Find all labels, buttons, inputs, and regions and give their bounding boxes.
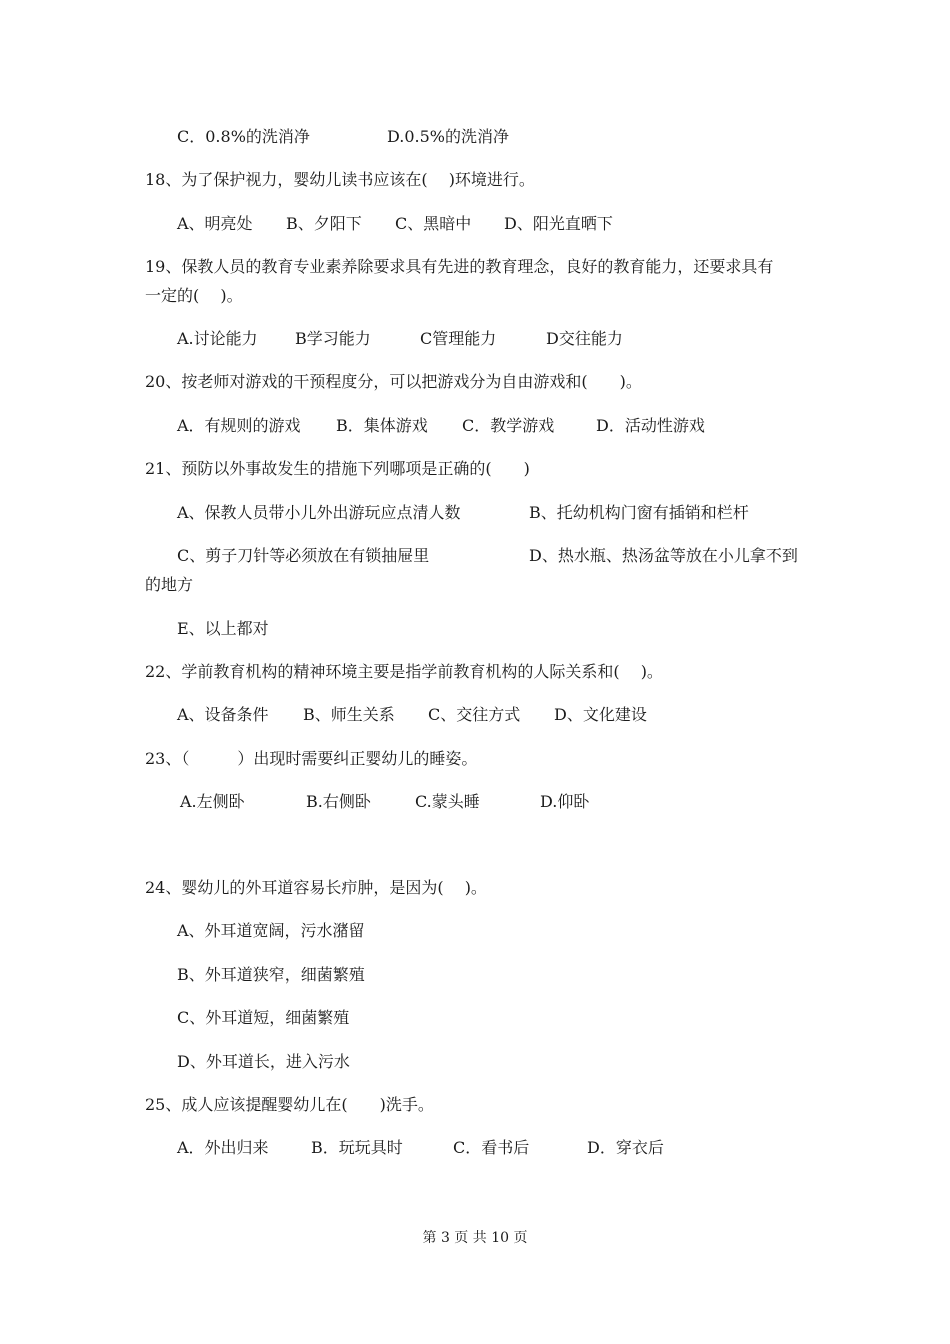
q20-option-b: B．集体游戏 [336, 416, 428, 435]
q23-stem: 23、（ ）出现时需要纠正婴幼儿的睡姿。 [145, 749, 478, 768]
q24-stem: 24、婴幼儿的外耳道容易长疖肿，是因为( )。 [145, 878, 487, 897]
q25-stem: 25、成人应该提醒婴幼儿在( )洗手。 [145, 1095, 434, 1114]
q20-stem: 20、按老师对游戏的干预程度分，可以把游戏分为自由游戏和( )。 [145, 372, 642, 391]
q25-option-b: B．玩玩具时 [311, 1138, 403, 1157]
q17-option-d: D.0.5%的洗消净 [387, 127, 509, 146]
q23-option-d: D.仰卧 [540, 792, 590, 811]
q18-option-d: D、阳光直晒下 [504, 214, 613, 233]
q21-option-a: A、保教人员带小儿外出游玩应点清人数 [177, 503, 461, 522]
q24-option-a: A、外耳道宽阔，污水潴留 [177, 921, 365, 940]
q25-option-a: A．外出归来 [177, 1138, 269, 1157]
q22-option-b: B、师生关系 [303, 705, 395, 724]
q21-stem: 21、预防以外事故发生的措施下列哪项是正确的( ) [145, 459, 530, 478]
q25-option-c: C．看书后 [453, 1138, 530, 1157]
q21-option-d-line1: D、热水瓶、热汤盆等放在小儿拿不到 [529, 546, 798, 565]
q19-option-b: B学习能力 [295, 329, 371, 348]
q23-option-a: A.左侧卧 [180, 792, 245, 811]
q18-stem: 18、为了保护视力，婴幼儿读书应该在( )环境进行。 [145, 170, 535, 189]
q25-option-d: D．穿衣后 [587, 1138, 664, 1157]
q17-option-c: C．0.8%的洗消净 [177, 127, 310, 146]
q19-stem-line2: 一定的( )。 [145, 286, 243, 305]
q20-option-c: C．教学游戏 [462, 416, 555, 435]
q21-option-e: E、以上都对 [177, 619, 269, 638]
q18-option-a: A、明亮处 [177, 214, 253, 233]
q22-option-c: C、交往方式 [428, 705, 521, 724]
q24-option-b: B、外耳道狭窄，细菌繁殖 [177, 965, 365, 984]
q22-stem: 22、学前教育机构的精神环境主要是指学前教育机构的人际关系和( )。 [145, 662, 663, 681]
q24-option-d: D、外耳道长，进入污水 [177, 1052, 350, 1071]
page-footer: 第 3 页 共 10 页 [422, 1230, 528, 1246]
q21-option-b: B、托幼机构门窗有插销和栏杆 [529, 503, 749, 522]
q22-option-a: A、设备条件 [177, 705, 269, 724]
q18-option-c: C、黑暗中 [395, 214, 472, 233]
q21-option-c: C、剪子刀针等必须放在有锁抽屉里 [177, 546, 430, 565]
q23-option-c: C.蒙头睡 [415, 792, 480, 811]
q20-option-d: D．活动性游戏 [596, 416, 705, 435]
q23-option-b: B.右侧卧 [306, 792, 371, 811]
q19-option-d: D交往能力 [546, 329, 623, 348]
q22-option-d: D、文化建设 [554, 705, 647, 724]
q18-option-b: B、夕阳下 [286, 214, 362, 233]
q19-stem-line1: 19、保教人员的教育专业素养除要求具有先进的教育理念，良好的教育能力，还要求具有 [145, 257, 774, 276]
q21-option-d-line2: 的地方 [145, 575, 194, 594]
q24-option-c: C、外耳道短，细菌繁殖 [177, 1008, 350, 1027]
q20-option-a: A．有规则的游戏 [177, 416, 301, 435]
q19-option-c: C管理能力 [420, 329, 497, 348]
q19-option-a: A.讨论能力 [177, 329, 258, 348]
